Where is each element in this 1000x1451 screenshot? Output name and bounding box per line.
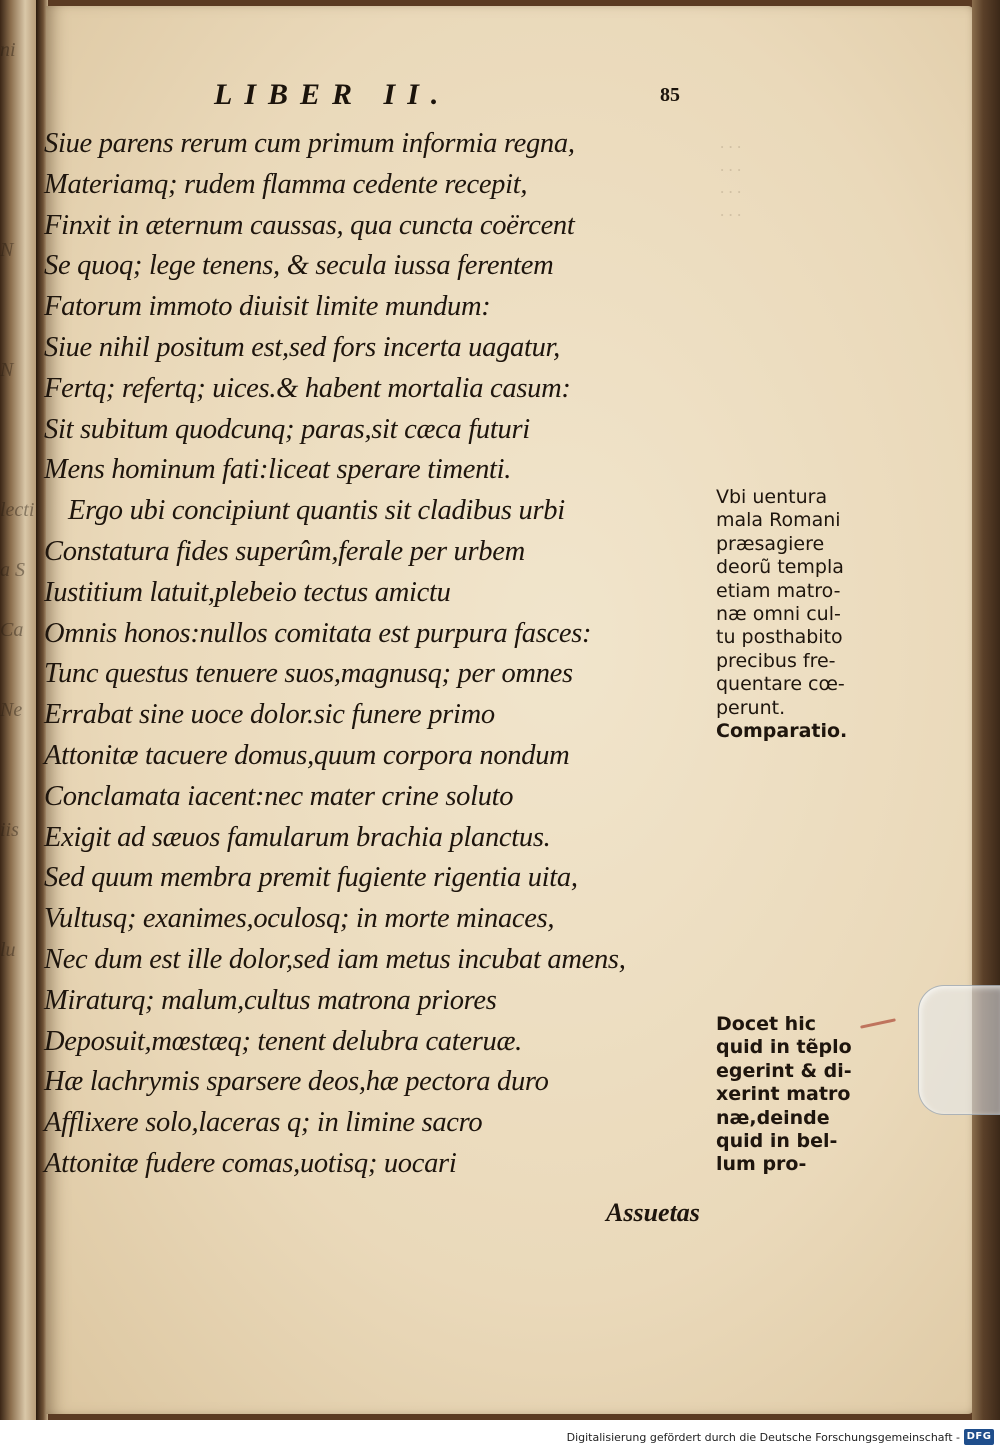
poem-line: Afflixere solo,laceras q; in limine sacro	[44, 1107, 483, 1139]
footer-bar	[0, 1420, 1000, 1451]
running-head: LIBER II.	[214, 78, 451, 111]
poem-line: Sed quum membra premit fugiente rigentia uita,	[44, 862, 578, 894]
poem-line: Iustitium latuit,plebeio tectus amictu	[44, 576, 451, 608]
marginal-note-line: næ omni cul-	[716, 603, 841, 626]
poem-line: Tunc questus tenuere suos,magnusq; per omnes	[44, 658, 573, 690]
poem-line: Omnis honos:nullos comitata est purpura fasces:	[44, 617, 592, 649]
poem-line: Miraturq; malum,cultus matrona priores	[44, 984, 497, 1016]
poem-line: Deposuit,mœstæq; tenent delubra cateruæ.	[44, 1025, 522, 1057]
marginal-note-line: etiam matro-	[716, 579, 841, 602]
poem-line: Materiamq; rudem flamma cedente recepit,	[44, 168, 528, 200]
poem-line: Sit subitum quodcunq; paras,sit cæca futuri	[44, 413, 530, 445]
poem-line: Conclamata iacent:nec mater crine soluto	[44, 780, 514, 812]
poem-line: Fertq; refertq; uices.& habent mortalia casum:	[44, 372, 571, 404]
marginal-note-line: tu posthabito	[716, 626, 843, 649]
poem-line: Constatura fides superûm,ferale per urbem	[44, 535, 525, 567]
poem-line: Se quoq; lege tenens, & secula iussa ferentem	[44, 250, 554, 282]
marginal-note-line: egerint & di-	[716, 1059, 852, 1082]
show-through-text: . . . . . . . . . . . .	[720, 133, 742, 220]
poem-line: Finxit in æternum caussas, qua cuncta coërcent	[44, 209, 575, 241]
marginal-note-line: quid in tẽplo	[716, 1036, 852, 1059]
marginal-note-2	[716, 1013, 876, 1177]
facing-page-edge: ni N N lecti a S Ca Ne iis lu	[0, 0, 36, 1420]
page-clip	[918, 985, 1000, 1115]
poem-line: Vultusq; exanimes,oculosq; in morte minaces,	[44, 903, 555, 935]
poem-line: Fatorum immoto diuisit limite mundum:	[44, 291, 491, 323]
marginal-note-line: Docet hic	[716, 1013, 816, 1035]
marginal-note-line: mala Romani	[716, 509, 841, 532]
marginal-note-line: precibus fre-	[716, 649, 836, 672]
marginal-note-line: lum pro-	[716, 1153, 807, 1176]
poem-line: Ergo ubi concipiunt quantis sit cladibus urbi	[68, 495, 565, 527]
marginal-note-line: xerint matro	[716, 1083, 851, 1106]
poem-line: Nec dum est ille dolor,sed iam metus incubat amens,	[44, 943, 626, 975]
poem-text-block	[44, 124, 724, 1185]
marginal-note-line: Vbi uentura	[716, 486, 828, 508]
page-number: 85	[660, 84, 680, 106]
marginal-note-line: Comparatio.	[716, 720, 848, 743]
poem-line: Exigit ad sæuos famularum brachia planctus.	[44, 821, 551, 853]
marginal-note-line: perunt.	[716, 696, 786, 719]
poem-line: Siue parens rerum cum primum informia regna,	[44, 128, 575, 159]
marginal-note-line: quid in bel-	[716, 1130, 838, 1153]
poem-line: Siue nihil positum est,sed fors incerta uagatur,	[44, 331, 561, 363]
marginal-note-line: præsagiere	[716, 532, 825, 555]
marginal-note-1	[716, 486, 876, 743]
dfg-logo: DFG	[964, 1429, 994, 1445]
funding-credit: Digitalisierung gefördert durch die Deutsche Forschungsgemeinschaft -	[566, 1431, 960, 1444]
page-stack-edge	[972, 0, 1000, 1420]
poem-line: Attonitæ fudere comas,uotisq; uocari	[44, 1147, 457, 1179]
poem-line: Mens hominum fati:liceat sperare timenti.	[44, 454, 512, 486]
marginal-note-line: deorũ templa	[716, 556, 844, 579]
catchword: Assuetas	[606, 1198, 700, 1227]
poem-line: Hæ lachrymis sparsere deos,hæ pectora duro	[44, 1066, 549, 1098]
marginal-note-line: quentare cœ-	[716, 673, 845, 696]
poem-line: Errabat sine uoce dolor.sic funere primo	[44, 699, 495, 731]
poem-line: Attonitæ tacuere domus,quum corpora nondum	[44, 739, 570, 771]
marginal-note-line: næ,deinde	[716, 1106, 830, 1129]
